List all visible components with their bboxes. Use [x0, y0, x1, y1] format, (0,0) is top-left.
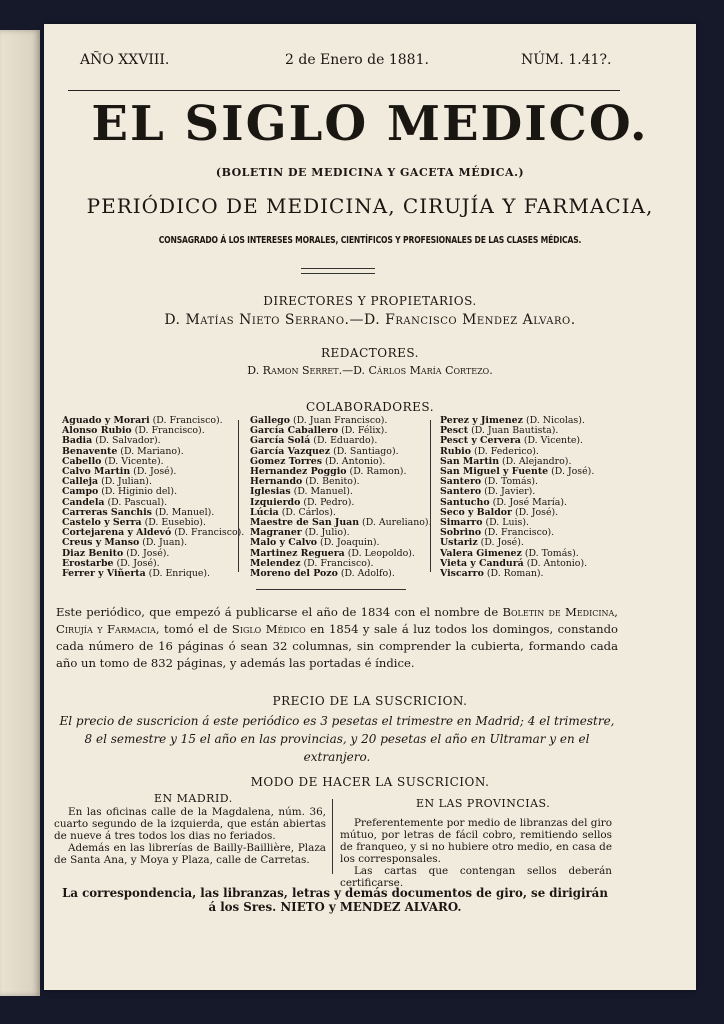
collaborator-surname: Maestre de San Juan [250, 517, 360, 529]
collaborator-surname: Cabello [62, 455, 102, 467]
madrid-heading: EN MADRID. [154, 792, 233, 805]
collaborators-column-1 [62, 416, 244, 579]
collaborator-given-name: (D. Enrique). [148, 568, 211, 580]
collaborator-given-name: (D. Francisco). [134, 425, 205, 437]
collaborator-surname: Diaz Benito [62, 547, 124, 559]
directors-heading: DIRECTORES Y PROPIETARIOS. [263, 294, 477, 308]
collaborator-given-name: (D. Félix). [341, 425, 388, 437]
collaborator-given-name: (D. Mariano). [120, 445, 184, 457]
collaborator-given-name: (D. Adolfo). [340, 568, 395, 580]
subscribe-divider [332, 799, 333, 874]
collaborator-surname: Simarro [440, 517, 483, 529]
subscribe-heading: MODO DE HACER LA SUSCRICION. [250, 775, 490, 789]
collaborator-surname: García Solá [250, 435, 311, 447]
collaborator-given-name: (D. Manuel). [293, 486, 353, 498]
header-row [80, 52, 650, 74]
issue-number: NÚM. 1.41?. [521, 52, 612, 68]
collaborator-given-name: (D. Francisco). [174, 527, 245, 539]
collaborator-surname: Calvo Martin [62, 466, 131, 478]
collaborator-surname: Perez y Jimenez [440, 415, 523, 426]
collaborator-given-name: (D. Aureliano). [362, 517, 432, 529]
collaborators-column-3 [440, 416, 594, 579]
section-rule [256, 589, 406, 594]
collaborator-given-name: (D. José). [133, 466, 177, 478]
collaborator-surname: Gallego [250, 415, 290, 426]
intro-text: , tomó el de [155, 622, 232, 636]
madrid-text [54, 806, 326, 866]
collaborator-surname: Erostarbe [62, 557, 114, 569]
collaborator-given-name: (D. Juan). [142, 537, 188, 549]
collaborator-surname: Rubio [440, 445, 471, 457]
collaborator-given-name: (D. Tomás). [484, 476, 539, 488]
collaborator-given-name: (D. Benito). [305, 476, 360, 488]
newspaper-page [44, 24, 696, 990]
collaborator-surname: Santucho [440, 496, 490, 508]
collaborator-surname: Campo [62, 486, 99, 498]
collaborator-surname: Carreras Sanchis [62, 506, 152, 518]
collaborator-given-name: (D. Joaquin). [320, 537, 380, 549]
footer-notice [52, 886, 618, 914]
collaborator-surname: Martinez Reguera [250, 547, 345, 559]
collaborator-surname: Melendez [250, 557, 301, 569]
collaborator-given-name: (D. José). [514, 506, 559, 518]
collaborator-surname: Sobrino [440, 527, 482, 539]
collaborator-given-name: (D. Vicente). [523, 435, 584, 447]
collaborator-given-name: (D. José). [480, 537, 524, 549]
collaborator-surname: Candela [62, 496, 105, 508]
madrid-paragraph-2: Además en las librerías de Bailly-Baillière, Plaza de Santa Ana, y Moya y Plaza, calle de Carretas. [54, 842, 326, 866]
collaborator-given-name: (D. Salvador). [95, 435, 161, 447]
collaborator-given-name: (D. Francisco). [152, 415, 223, 426]
collaborator-given-name: (D. Antonio). [526, 557, 588, 569]
collaborator-given-name: (D. Javier). [484, 486, 536, 498]
collaborator-surname: Moreno del Pozo [250, 568, 338, 580]
collaborator-surname: Pesct [440, 425, 469, 437]
masthead-dedication: CONSAGRADO Á LOS INTERESES MORALES, CIENTÍFICOS Y PROFESIONALES DE LAS CLASES MÉDICAS. [158, 235, 582, 246]
collaborator-surname: San Miguel y Fuente [440, 466, 549, 478]
editors-heading: REDACTORES. [320, 346, 419, 360]
collaborator-surname: Vieta y Candurá [440, 557, 524, 569]
collaborator-surname: Pesct y Cervera [440, 435, 521, 447]
collaborator-surname: Alonso Rubio [62, 425, 132, 437]
collaborator-given-name: (D. Juan Bautista). [471, 425, 559, 437]
collaborator-surname: Santero [440, 476, 482, 488]
collaborator-surname: Viscarro [440, 568, 484, 580]
collaborator-surname: Izquierdo [250, 496, 301, 508]
collaborator-given-name: (D. Tomás). [524, 547, 579, 559]
collaborator-given-name: (D. Luis). [485, 517, 529, 529]
collaborator-surname: Hernando [250, 476, 303, 488]
collaborator-given-name: (D. Francisco). [303, 557, 374, 569]
collaborator-given-name: (D. Pedro). [303, 496, 355, 508]
collaborator-surname: Magraner [250, 527, 302, 539]
collaborator-given-name: (D. Manuel). [154, 506, 215, 518]
collaborator-given-name: (D. Vicente). [104, 455, 164, 467]
collaborator-given-name: (D. Federico). [473, 445, 539, 457]
collaborator-given-name: (D. Juan Francisco). [292, 415, 388, 426]
collaborator-given-name: (D. Antonio). [325, 455, 386, 467]
collaborator-surname: Cortejarena y Aldevó [62, 527, 172, 539]
footer-line-1: La correspondencia, las libranzas, letras y demás documentos de giro, se dirigirán [62, 886, 608, 900]
issue-year: AÑO XXVIII. [80, 52, 170, 68]
ornament-rule [301, 268, 375, 274]
collaborator-given-name: (D. José). [126, 547, 170, 559]
collaborator-given-name: (D. José). [116, 557, 160, 569]
collaborator-given-name: (D. José). [551, 466, 595, 478]
collaborator-given-name: (D. Pascual). [107, 496, 168, 508]
collaborator-given-name: (D. Higinio del). [101, 486, 178, 498]
collaborator-surname: Seco y Baldor [440, 506, 512, 518]
provinces-text [340, 817, 612, 889]
provinces-paragraph-2: Las cartas que contengan sellos deberán certificarse. [340, 865, 612, 889]
collaborator-surname: San Martin [440, 455, 500, 467]
price-text: El precio de suscricion á este periódico es 3 pesetas el trimestre en Madrid; 4 el trimestre, 8 el semestre y 15 el año en las provincias, y 20 pesetas el año en Ultramar y en el extranjero. [59, 714, 615, 764]
collaborator-given-name: (D. Ramon). [349, 466, 407, 478]
collaborator-entry [250, 569, 432, 579]
collaborator-surname: Santero [440, 486, 482, 498]
editors-names: D. Ramon Serret.—D. Cárlos María Cortezo. [247, 364, 493, 377]
collaborator-given-name: (D. Julio). [304, 527, 350, 539]
collaborator-surname: García Caballero [250, 425, 339, 437]
collaborator-given-name: (D. Francisco). [484, 527, 555, 539]
price-heading: PRECIO DE LA SUSCRICION. [272, 694, 468, 708]
collaborator-surname: Creus y Manso [62, 537, 140, 549]
collaborators-heading: COLABORADORES. [305, 400, 435, 414]
collaborator-surname: Hernandez Poggio [250, 466, 347, 478]
provinces-paragraph-1: Preferentemente por medio de libranzas del giro mútuo, por letras de fácil cobro, remitiendo sellos de franqueo, y si no hubiere otro medio, en casa de los corresponsales. [340, 817, 612, 865]
column-divider [238, 420, 239, 572]
collaborator-given-name: (D. Leopoldo). [347, 547, 415, 559]
collaborator-given-name: (D. Julian). [101, 476, 152, 488]
adjacent-page-edge [0, 30, 40, 996]
header-rule [68, 90, 620, 91]
column-divider [430, 420, 431, 572]
madrid-paragraph-1: En las oficinas calle de la Magdalena, núm. 36, cuarto segundo de la izquierda, que están abiertas de nueve á tres todos los dias no feriados. [54, 806, 326, 842]
intro-text: en 1854 y sale á luz todos los domingos, constando cada número de 16 páginas ó sean 32 columnas, sin comprender la cubierta, formando cada año un tomo de 832 páginas, y además las portadas é índice. [56, 622, 618, 670]
collaborator-surname: Badia [62, 435, 93, 447]
collaborator-surname: Castelo y Serra [62, 517, 142, 529]
intro-text: Este periódico, que empezó á publicarse el año de 1834 con el nombre de [56, 605, 503, 619]
collaborator-surname: Aguado y Morari [62, 415, 150, 426]
collaborator-given-name: (D. Nicolas). [525, 415, 585, 426]
collaborator-entry [440, 569, 594, 579]
footer-line-2: á los Sres. NIETO y MENDEZ ALVARO. [208, 900, 462, 914]
masthead-subtitle-small: (BOLETIN DE MEDICINA Y GACETA MÉDICA.) [215, 166, 525, 179]
collaborator-surname: Ferrer y Viñerta [62, 568, 146, 580]
collaborator-surname: Ustariz [440, 537, 478, 549]
collaborators-column-2 [250, 416, 432, 579]
collaborator-surname: Gomez Torres [250, 455, 323, 467]
collaborator-given-name: (D. Eusebio). [144, 517, 206, 529]
issue-date: 2 de Enero de 1881. [285, 52, 429, 68]
directors-names: D. Matías Nieto Serrano.—D. Francisco Mendez Alvaro. [164, 312, 576, 328]
collaborator-surname: García Vazquez [250, 445, 331, 457]
intro-text: Siglo Médico [231, 622, 306, 636]
intro-paragraph [56, 604, 618, 672]
collaborator-surname: Iglesias [250, 486, 291, 498]
collaborator-entry [62, 569, 244, 579]
collaborator-surname: Malo y Calvo [250, 537, 318, 549]
collaborator-given-name: (D. Santiago). [333, 445, 399, 457]
collaborator-surname: Valera Gimenez [440, 547, 522, 559]
provinces-heading: EN LAS PROVINCIAS. [416, 797, 551, 810]
masthead-subtitle: PERIÓDICO DE MEDICINA, CIRUJÍA Y FARMACIA, [86, 194, 654, 218]
collaborator-given-name: (D. Alejandro). [502, 455, 572, 467]
collaborator-given-name: (D. Cárlos). [281, 506, 336, 518]
intro-text: Boletin de Medicina, Cirujía y Farmacia [56, 605, 618, 636]
collaborator-surname: Lúcia [250, 506, 279, 518]
collaborator-given-name: (D. Eduardo). [313, 435, 378, 447]
collaborator-given-name: (D. José María). [492, 496, 568, 508]
collaborator-given-name: (D. Roman). [486, 568, 544, 580]
collaborator-surname: Benavente [62, 445, 118, 457]
collaborators-list [60, 415, 620, 580]
collaborator-surname: Calleja [62, 476, 99, 488]
masthead-title: EL SIGLO MEDICO. [91, 96, 649, 152]
